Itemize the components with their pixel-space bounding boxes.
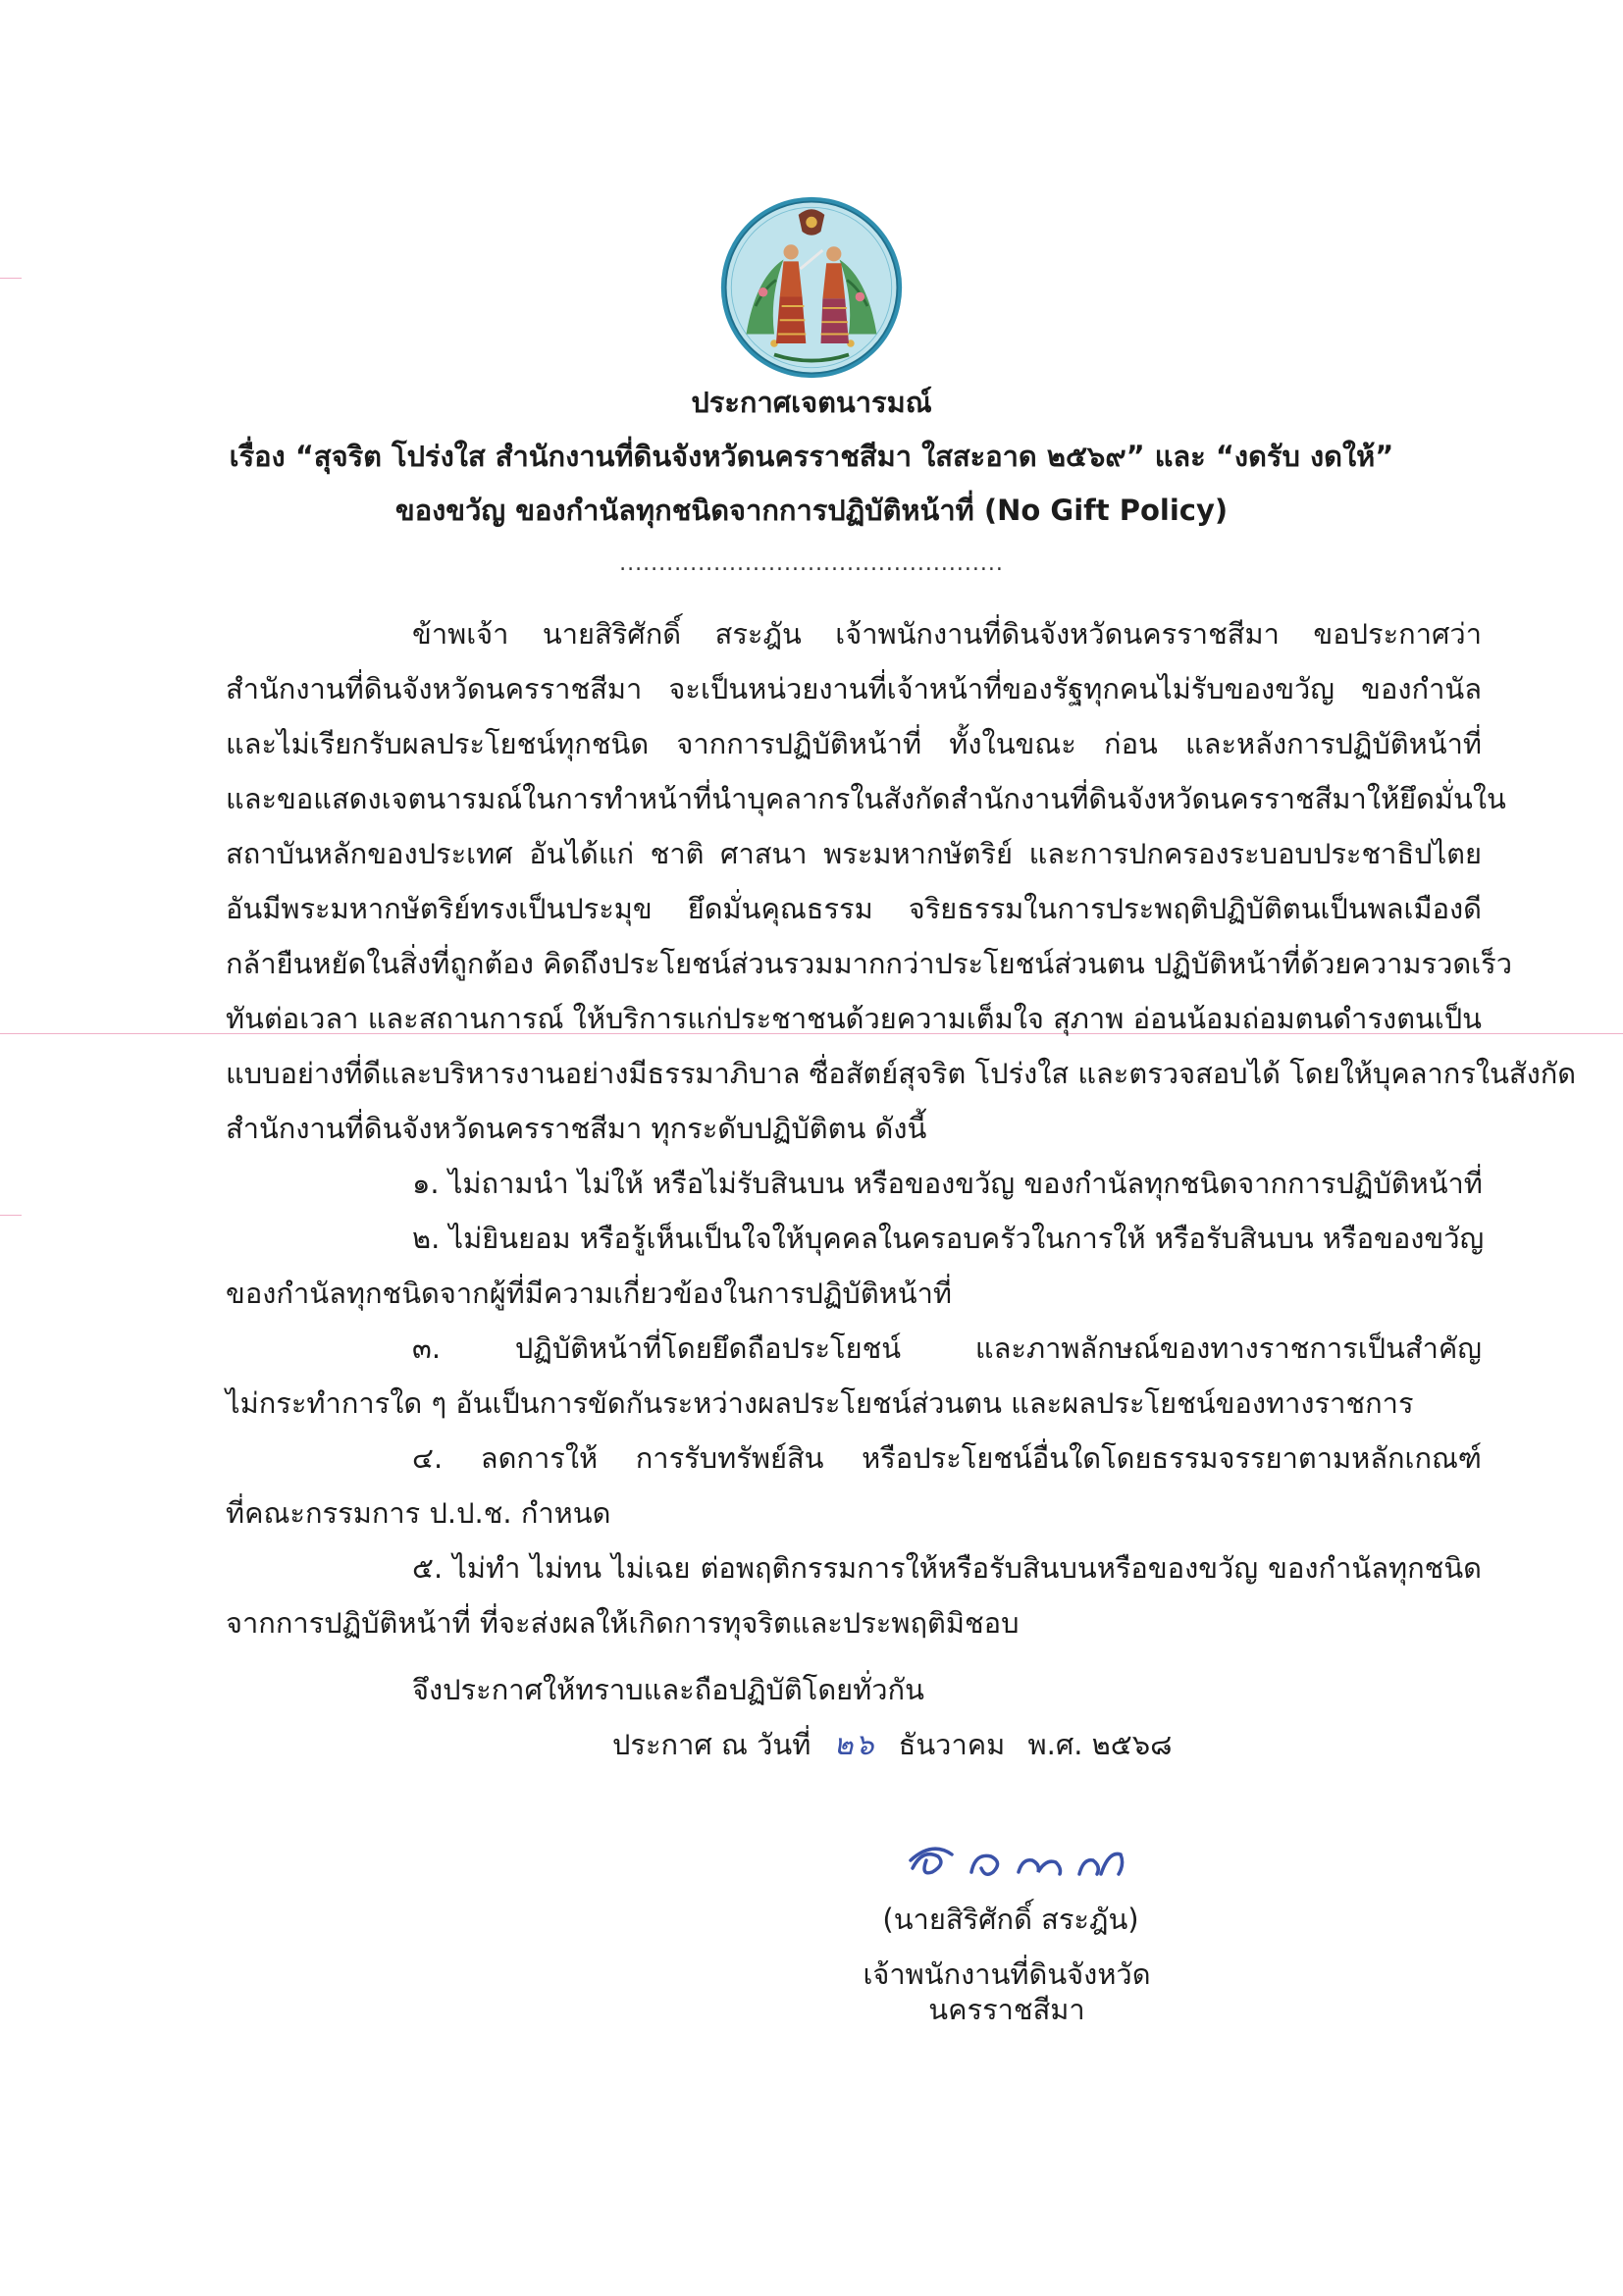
- paragraph-line: และไม่เรียกรับผลประโยชน์ทุกชนิด จากการปฏิบัติหน้าที่ ทั้งในขณะ ก่อน และหลังการปฏิบัติหน้าที่: [226, 727, 1482, 760]
- paragraph-line: และขอแสดงเจตนารมณ์ในการทำหน้าที่นำบุคลากรในสังกัดสำนักงานที่ดินจังหวัดนครราชสีมาให้ยึดมั่นใน: [226, 782, 1506, 815]
- paragraph-line: สำนักงานที่ดินจังหวัดนครราชสีมา ทุกระดับปฏิบัติตน ดังนี้: [226, 1112, 927, 1145]
- list-item: ๓. ปฏิบัติหน้าที่โดยยึดถือประโยชน์ และภาพลักษณ์ของทางราชการเป็นสำคัญ: [412, 1331, 1482, 1365]
- document-title: ประกาศเจตนารมณ์: [691, 386, 932, 419]
- title-divider: .................................................: [619, 551, 1004, 576]
- signatory-title: เจ้าพนักงานที่ดินจังหวัดนครราชสีมา: [863, 1957, 1151, 2026]
- scan-artifact-mark: [0, 278, 22, 279]
- date-prefix: ประกาศ ณ วันที่: [612, 1728, 812, 1761]
- list-item: ๕. ไม่ทำ ไม่ทน ไม่เฉย ต่อพฤติกรรมการให้หรือรับสินบนหรือของขวัญ ของกำนัลทุกชนิด: [412, 1551, 1482, 1585]
- list-item-continued: ที่คณะกรรมการ ป.ป.ช. กำหนด: [226, 1496, 611, 1530]
- scan-artifact-mark: [0, 1215, 22, 1216]
- list-item-continued: ของกำนัลทุกชนิดจากผู้ที่มีความเกี่ยวข้องในการปฏิบัติหน้าที่: [226, 1277, 953, 1310]
- paragraph-line: สถาบันหลักของประเทศ อันได้แก่ ชาติ ศาสนา พระมหากษัตริย์ และการปกครองระบอบประชาธิปไตย: [226, 837, 1482, 870]
- date-day: ๒๖: [833, 1728, 876, 1762]
- document-subject: เรื่อง “สุจริต โปร่งใส สำนักงานที่ดินจังหวัดนครราชสีมา ใสสะอาด ๒๕๖๙” และ “งดรับ งดให้”: [229, 440, 1394, 473]
- paragraph-line: กล้ายืนหยัดในสิ่งที่ถูกต้อง คิดถึงประโยชน์ส่วนรวมมากกว่าประโยชน์ส่วนตน ปฏิบัติหน้าที่ด้วยความรวดเร็ว: [226, 947, 1512, 980]
- announcement-date: [612, 1727, 1173, 1763]
- paragraph-line: ทันต่อเวลา และสถานการณ์ ให้บริการแก่ประชาชนด้วยความเต็มใจ สุภาพ อ่อนน้อมถ่อมตนดำรงตนเป็น: [226, 1002, 1482, 1035]
- paragraph-line: ข้าพเจ้า นายสิริศักดิ์ สระฎัน เจ้าพนักงานที่ดินจังหวัดนครราชสีมา ขอประกาศว่า: [412, 617, 1482, 651]
- signatory-name: (นายสิริศักดิ์ สระฎัน): [882, 1903, 1139, 1936]
- list-item-continued: จากการปฏิบัติหน้าที่ ที่จะส่งผลให้เกิดการทุจริตและประพฤติมิชอบ: [226, 1606, 1020, 1640]
- date-year: พ.ศ. ๒๕๖๘: [1027, 1728, 1173, 1761]
- paragraph-line: แบบอย่างที่ดีและบริหารงานอย่างมีธรรมาภิบาล ซื่อสัตย์สุจริต โปร่งใส และตรวจสอบได้ โดยให้บุคลากรในสังกัด: [226, 1057, 1577, 1090]
- list-item: ๒. ไม่ยินยอม หรือรู้เห็นเป็นใจให้บุคคลในครอบครัวในการให้ หรือรับสินบน หรือของขวัญ: [412, 1222, 1485, 1255]
- provincial-seal-icon: [718, 194, 905, 381]
- document-subject-continued: ของขวัญ ของกำนัลทุกชนิดจากการปฏิบัติหน้าที่ (No Gift Policy): [394, 494, 1229, 527]
- date-month: ธันวาคม: [898, 1728, 1006, 1761]
- list-item: ๔. ลดการให้ การรับทรัพย์สิน หรือประโยชน์อื่นใดโดยธรรมจรรยาตามหลักเกณฑ์: [412, 1441, 1482, 1475]
- paragraph-line: อันมีพระมหากษัตริย์ทรงเป็นประมุข ยึดมั่นคุณธรรม จริยธรรมในการประพฤติปฏิบัติตนเป็นพลเมืองดี: [226, 892, 1482, 925]
- paragraph-line: สำนักงานที่ดินจังหวัดนครราชสีมา จะเป็นหน่วยงานที่เจ้าหน้าที่ของรัฐทุกคนไม่รับของขวัญ ของกำนัล: [226, 672, 1482, 705]
- list-item: ๑. ไม่ถามนำ ไม่ให้ หรือไม่รับสินบน หรือของขวัญ ของกำนัลทุกชนิดจากการปฏิบัติหน้าที่: [412, 1167, 1483, 1200]
- closing-statement: จึงประกาศให้ทราบและถือปฏิบัติโดยทั่วกัน: [412, 1673, 924, 1706]
- handwritten-signature-icon: [903, 1831, 1138, 1890]
- list-item-continued: ไม่กระทำการใด ๆ อันเป็นการขัดกันระหว่างผลประโยชน์ส่วนตน และผลประโยชน์ของทางราชการ: [226, 1386, 1414, 1420]
